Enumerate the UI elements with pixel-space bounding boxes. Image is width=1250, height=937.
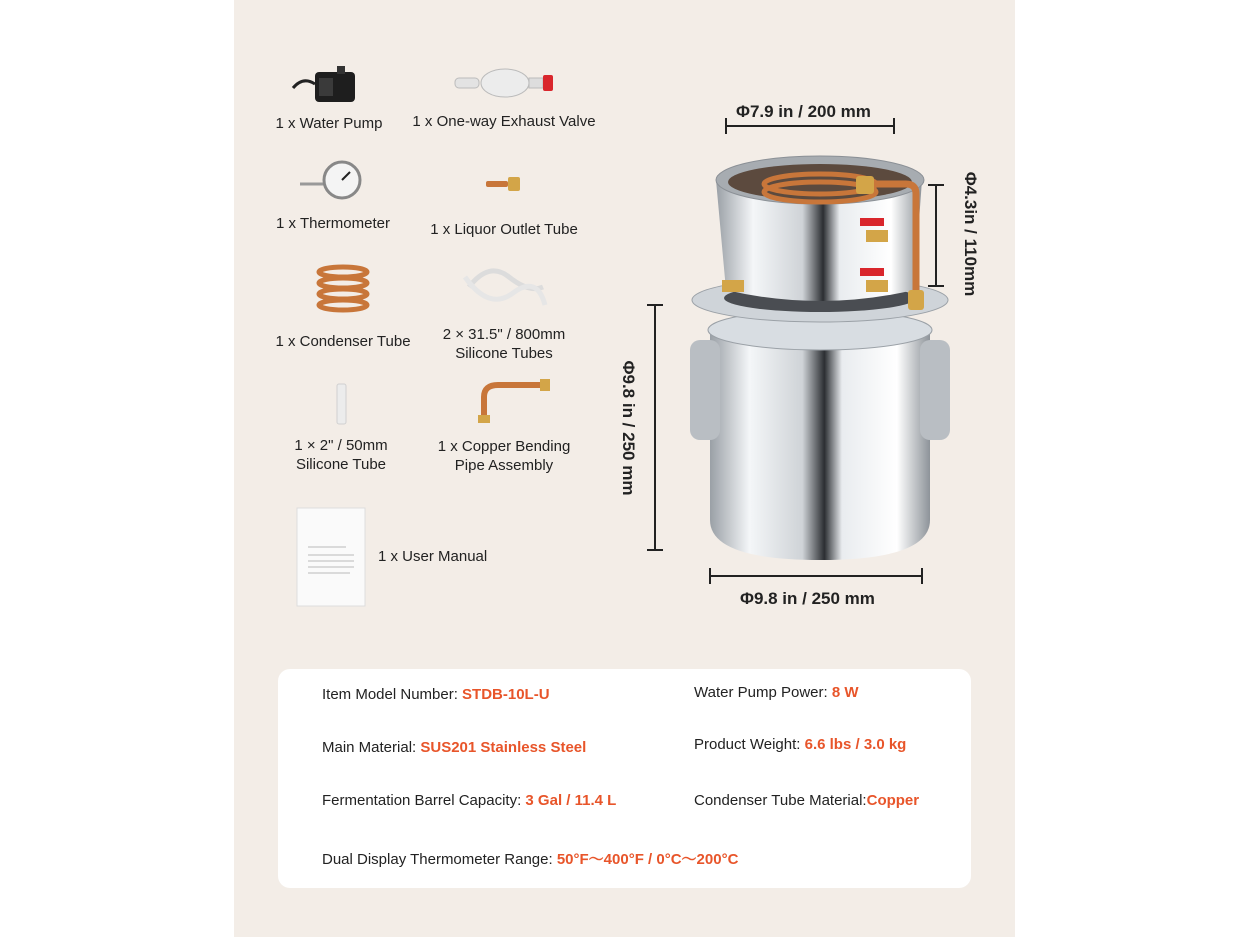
spec-material xyxy=(322,739,586,756)
component-label: 1 x Water Pump xyxy=(275,115,383,132)
spec-weight xyxy=(694,736,906,753)
component-label: 1 x Thermometer xyxy=(276,215,390,232)
component-label-line1: 1 x Copper Bending xyxy=(437,438,571,455)
spec-label: Product Weight: xyxy=(694,736,805,753)
component-label: 1 x One-way Exhaust Valve xyxy=(412,113,596,130)
spec-label: Fermentation Barrel Capacity: xyxy=(322,792,526,809)
spec-value: 8 W xyxy=(831,684,859,701)
spec-thermo-range xyxy=(322,848,738,869)
component-label: 1 x Condenser Tube xyxy=(275,333,411,350)
component-label-line2: Silicone Tube xyxy=(295,456,387,473)
spec-label: Condenser Tube Material: xyxy=(694,792,867,809)
component-label: 1 x User Manual xyxy=(378,548,488,565)
spec-value: Copper xyxy=(866,792,920,809)
dimension-bottom-diameter: Φ9.8 in / 250 mm xyxy=(740,589,875,608)
spec-value: 6.6 lbs / 3.0 kg xyxy=(804,736,907,753)
spec-label: Dual Display Thermometer Range: xyxy=(322,851,557,868)
component-label-line2: Silicone Tubes xyxy=(455,345,553,362)
spec-value: 50°F～400°F / 0°C～200°C xyxy=(556,851,739,868)
spec-label: Water Pump Power: xyxy=(694,684,832,701)
dimension-body-height: Φ9.8 in / 250 mm xyxy=(619,360,638,496)
spec-value: STDB-10L-U xyxy=(462,686,550,703)
dimension-top-height: Φ4.3in / 110mm xyxy=(961,171,980,297)
spec-model xyxy=(322,686,550,703)
component-label-line2: Pipe Assembly xyxy=(454,457,554,474)
spec-capacity xyxy=(322,792,616,809)
component-label: 1 x Liquor Outlet Tube xyxy=(430,221,578,238)
component-label-line1: 2 × 31.5" / 800mm xyxy=(442,326,566,343)
dimension-top-diameter: Φ7.9 in / 200 mm xyxy=(736,102,871,121)
spec-condenser-material xyxy=(694,792,919,809)
spec-value: SUS201 Stainless Steel xyxy=(420,739,587,756)
spec-label: Item Model Number: xyxy=(322,686,463,703)
spec-label: Main Material: xyxy=(322,739,421,756)
component-label-line1: 1 × 2" / 50mm xyxy=(294,437,388,454)
spec-pump-power xyxy=(694,684,859,701)
spec-value: 3 Gal / 11.4 L xyxy=(525,792,617,809)
